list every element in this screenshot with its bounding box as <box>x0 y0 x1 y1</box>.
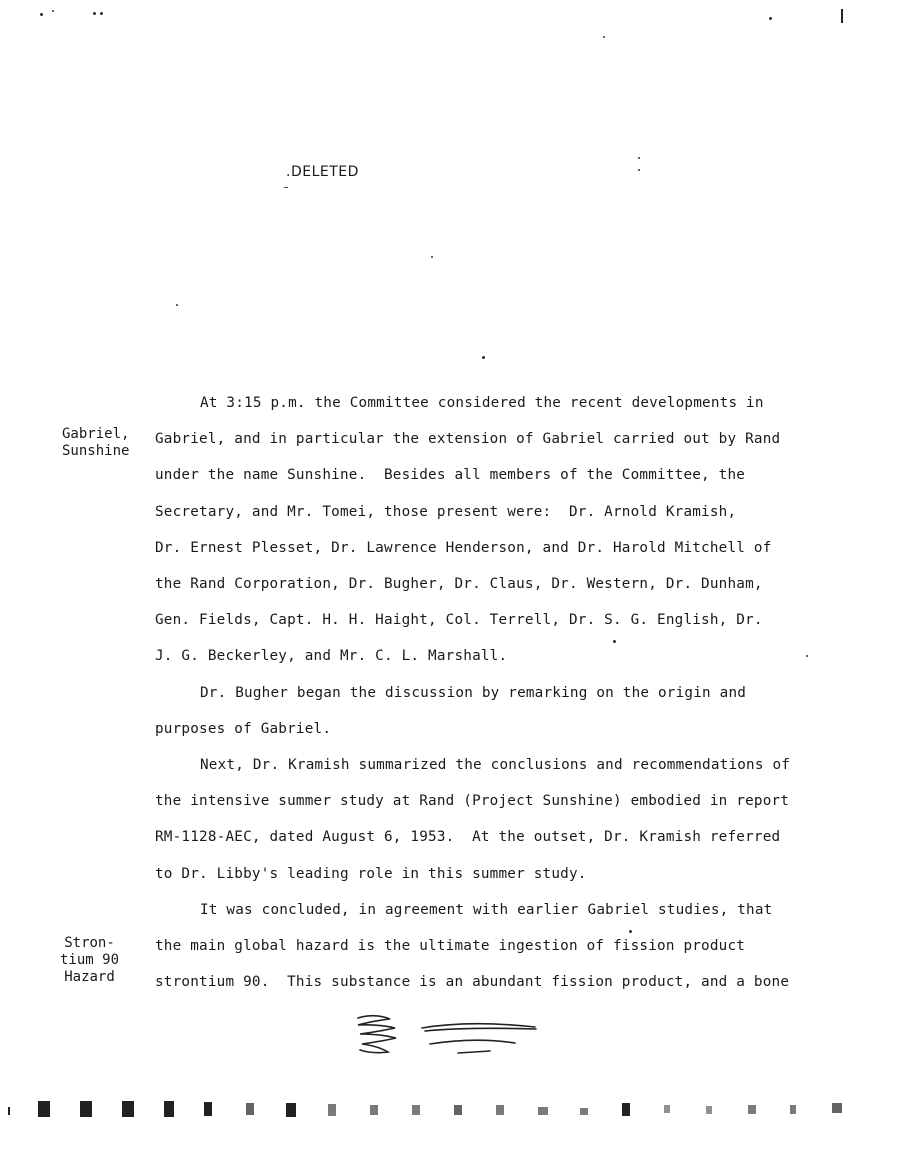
margin-note-line: Gabriel, <box>62 426 130 442</box>
paragraph-bugher <box>155 675 815 747</box>
text-line: Dr. Bugher began the discussion by remarking on the origin and <box>200 684 747 701</box>
scan-speck <box>638 157 640 159</box>
margin-note-strontium-hazard <box>60 935 119 986</box>
margin-note-line: Hazard <box>64 969 115 985</box>
text-line: It was concluded, in agreement with earlier Gabriel studies, that <box>200 901 773 918</box>
text-line: Dr. Ernest Plesset, Dr. Lawrence Henderson, and Dr. Harold Mitchell of <box>155 539 772 556</box>
text-line: the intensive summer study at Rand (Project Sunshine) embodied in report <box>155 793 790 810</box>
memo-body <box>155 385 815 1000</box>
text-line: Gen. Fields, Capt. H. H. Haight, Col. Terrell, Dr. S. G. English, Dr. <box>155 612 763 629</box>
scan-speck <box>603 36 605 38</box>
scan-speck <box>482 356 485 359</box>
paragraph-kramish <box>155 747 815 892</box>
scan-speck <box>431 256 433 258</box>
margin-note-line: Sunshine <box>62 443 130 459</box>
text-line: J. G. Beckerley, and Mr. C. L. Marshall. <box>155 648 508 665</box>
text-line: Gabriel, and in particular the extension of Gabriel carried out by Rand <box>155 431 781 448</box>
handwritten-signature <box>350 1010 550 1060</box>
scan-speck <box>52 10 54 12</box>
text-line: to Dr. Libby's leading role in this summer study. <box>155 865 587 882</box>
scan-mark <box>841 9 843 23</box>
scan-speck <box>638 169 640 171</box>
text-line: Next, Dr. Kramish summarized the conclusions and recommendations of <box>200 757 791 774</box>
text-line: under the name Sunshine. Besides all members of the Committee, the <box>155 467 746 484</box>
scan-speck <box>93 12 96 15</box>
text-line: purposes of Gabriel. <box>155 720 332 737</box>
text-line: At 3:15 p.m. the Committee considered the recent developments in <box>200 395 764 411</box>
deleted-underline <box>284 187 288 188</box>
scan-edge-marks <box>0 1095 900 1125</box>
text-line: the main global hazard is the ultimate ingestion of fission product <box>155 938 746 955</box>
paragraph-strontium <box>155 892 815 1001</box>
scan-speck <box>40 13 43 16</box>
margin-note-gabriel-sunshine <box>62 426 129 460</box>
text-line: RM-1128-AEC, dated August 6, 1953. At the outset, Dr. Kramish referred <box>155 829 781 846</box>
margin-note-line: tium 90 <box>60 952 120 968</box>
text-line: the Rand Corporation, Dr. Bugher, Dr. Claus, Dr. Western, Dr. Dunham, <box>155 576 763 593</box>
deleted-marker: .DELETED <box>286 164 359 180</box>
paragraph-gabriel-sunshine <box>155 385 815 675</box>
scan-speck <box>100 12 103 15</box>
text-line: Secretary, and Mr. Tomei, those present were: Dr. Arnold Kramish, <box>155 503 737 520</box>
scan-speck <box>769 17 772 20</box>
scan-speck <box>176 304 178 306</box>
margin-note-line: Stron- <box>64 935 115 951</box>
text-line: strontium 90. This substance is an abundant fission product, and a bone <box>155 974 790 991</box>
